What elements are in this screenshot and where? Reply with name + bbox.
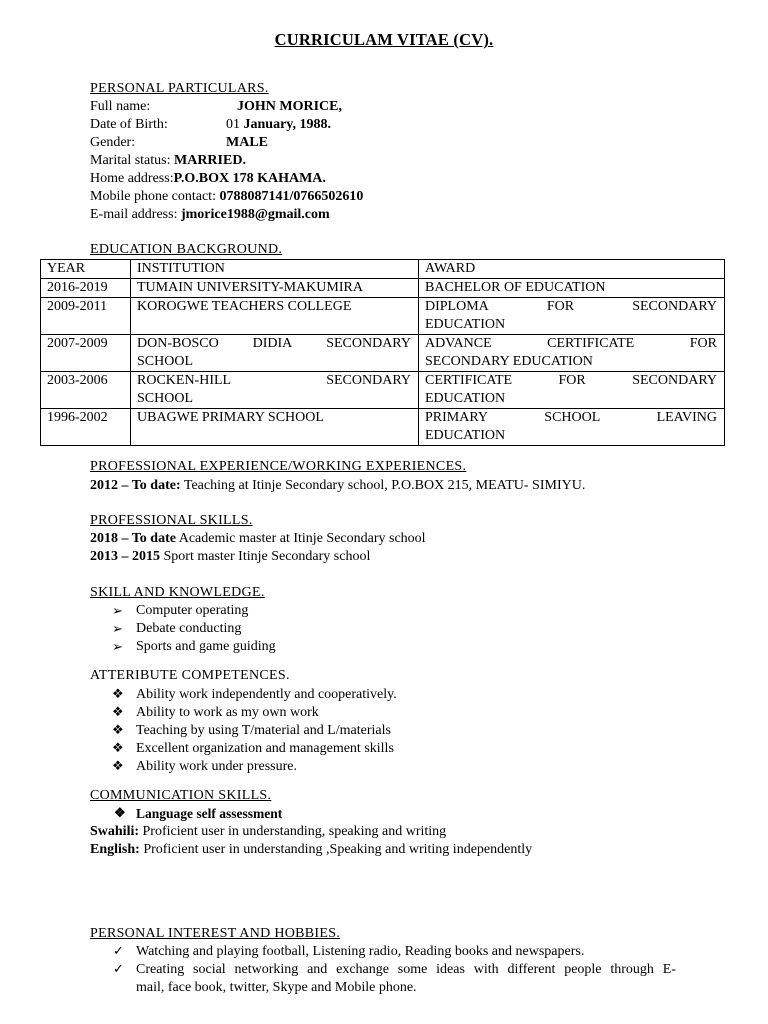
language-row	[90, 841, 532, 859]
language-name: Swahili:	[90, 824, 140, 839]
diamond-bullet-icon: ❖	[112, 722, 124, 737]
gender-label: Gender:	[90, 135, 136, 150]
cell-award	[419, 279, 725, 298]
word: E-	[662, 962, 676, 977]
dob-day: 01	[226, 117, 240, 132]
word: FOR	[558, 373, 586, 388]
language-text: Proficient user in understanding ,Speaking and writing independently	[143, 842, 533, 857]
marital-label: Marital status:	[90, 153, 171, 168]
cell-year: 2016-2019	[41, 279, 131, 298]
table-row	[41, 409, 725, 446]
header-institution: INSTITUTION	[131, 260, 419, 279]
diamond-bullet-icon: ❖	[114, 805, 126, 820]
cell-institution-line: KOROGWE TEACHERS COLLEGE	[137, 299, 352, 314]
diamond-bullet-icon: ❖	[112, 758, 124, 773]
prof-skill-row	[90, 548, 370, 566]
word: SCHOOL	[544, 410, 601, 425]
header-award: AWARD	[419, 260, 725, 279]
word: different	[507, 962, 556, 977]
diamond-bullet-icon: ❖	[112, 686, 124, 701]
word: ADVANCE	[425, 336, 492, 351]
cell-institution-line: SCHOOL	[137, 354, 194, 369]
communication-heading: COMMUNICATION SKILLS.	[90, 788, 272, 803]
cell-award-line	[425, 372, 717, 390]
marital-row	[90, 152, 246, 170]
cell-award-line: EDUCATION	[425, 391, 506, 406]
word: and	[307, 962, 328, 977]
cell-award-line: EDUCATION	[425, 317, 506, 332]
cell-institution	[131, 372, 419, 409]
word: FOR	[689, 336, 717, 351]
language-name: English:	[90, 842, 140, 857]
address-label: Home address:	[90, 171, 174, 186]
prof-skill-text: Academic master at Itinje Secondary school	[178, 531, 426, 546]
list-item: Debate conducting	[136, 621, 242, 636]
cell-institution-line	[137, 335, 411, 353]
address-row	[90, 170, 326, 188]
list-item: Excellent organization and management skills	[136, 741, 394, 756]
word: social	[193, 962, 226, 977]
address-value: P.O.BOX 178 KAHAMA.	[173, 171, 326, 186]
cell-year: 1996-2002	[41, 409, 131, 446]
cell-award-line: SECONDARY EDUCATION	[425, 354, 593, 369]
cell-institution-line: SCHOOL	[137, 391, 194, 406]
experience-row	[90, 477, 585, 495]
list-item: Ability to work as my own work	[136, 705, 319, 720]
word: LEAVING	[656, 410, 717, 425]
cell-institution-line: TUMAIN UNIVERSITY-MAKUMIRA	[137, 280, 363, 295]
personal-heading: PERSONAL PARTICULARS.	[90, 81, 269, 96]
table-row	[41, 298, 725, 335]
cell-institution-line	[137, 372, 411, 390]
email-row	[90, 206, 330, 224]
list-item: Ability work under pressure.	[136, 759, 297, 774]
list-item: Teaching by using T/material and L/materials	[136, 723, 391, 738]
cell-institution-line: UBAGWE PRIMARY SCHOOL	[137, 410, 324, 425]
word: DIPLOMA	[425, 299, 489, 314]
hobbies-heading: PERSONAL INTEREST AND HOBBIES.	[90, 926, 341, 941]
prof-skill-row	[90, 530, 426, 548]
word: DIDIA	[252, 336, 293, 351]
arrow-bullet-icon: ➢	[112, 603, 123, 618]
full-name-value: JOHN MORICE,	[237, 99, 342, 114]
word: networking	[234, 962, 299, 977]
cell-award-line	[425, 298, 717, 316]
gender-value: MALE	[226, 135, 268, 150]
full-name-label: Full name:	[90, 99, 151, 114]
checkmark-icon: ✓	[113, 961, 124, 976]
word: ideas	[436, 962, 465, 977]
word: exchange	[336, 962, 389, 977]
prof-skill-lead: 2018 – To date	[90, 531, 176, 546]
phone-row	[90, 188, 363, 206]
document-title: CURRICULAM VITAE (CV).	[274, 30, 494, 49]
word: ROCKEN-HILL	[137, 373, 232, 388]
list-item: Watching and playing football, Listening radio, Reading books and newspapers.	[136, 944, 585, 959]
language-text: Proficient user in understanding, speaking and writing	[142, 824, 447, 839]
prof-skills-heading: PROFESSIONAL SKILLS.	[90, 513, 253, 528]
word: people	[564, 962, 602, 977]
word: SECONDARY	[326, 336, 411, 351]
arrow-bullet-icon: ➢	[112, 639, 123, 654]
cell-award	[419, 372, 725, 409]
prof-skill-lead: 2013 – 2015	[90, 549, 160, 564]
phone-value: 0788087141/0766502610	[219, 189, 364, 204]
diamond-bullet-icon: ❖	[112, 704, 124, 719]
language-row	[90, 823, 446, 841]
experience-heading: PROFESSIONAL EXPERIENCE/WORKING EXPERIENCES.	[90, 459, 467, 474]
list-item-line: mail, face book, twitter, Skype and Mobile phone.	[136, 980, 417, 995]
word: through	[610, 962, 654, 977]
word: SECONDARY	[326, 373, 411, 388]
cell-award-line: BACHELOR OF EDUCATION	[425, 280, 606, 295]
word: FOR	[546, 299, 575, 314]
email-value: jmorice1988@gmail.com	[180, 207, 330, 222]
word: SECONDARY	[632, 373, 717, 388]
diamond-bullet-icon: ❖	[112, 740, 124, 755]
experience-lead: 2012 – To date:	[90, 478, 181, 493]
education-heading: EDUCATION BACKGROUND.	[90, 242, 283, 257]
experience-text: Teaching at Itinje Secondary school, P.O.BOX 215, MEATU- SIMIYU.	[183, 478, 586, 493]
skill-knowledge-heading: SKILL AND KNOWLEDGE.	[90, 585, 265, 600]
cell-year: 2003-2006	[41, 372, 131, 409]
word: with	[473, 962, 499, 977]
email-label: E-mail address:	[90, 207, 178, 222]
cell-award	[419, 298, 725, 335]
cell-award	[419, 409, 725, 446]
header-year: YEAR	[41, 260, 131, 279]
phone-label: Mobile phone contact:	[90, 189, 216, 204]
list-item-line	[136, 961, 676, 979]
word: SECONDARY	[632, 299, 717, 314]
prof-skill-text: Sport master Itinje Secondary school	[163, 549, 371, 564]
word: CERTIFICATE	[425, 373, 513, 388]
arrow-bullet-icon: ➢	[112, 621, 123, 636]
word: DON-BOSCO	[137, 336, 219, 351]
cell-award-line	[425, 409, 717, 427]
table-row	[41, 372, 725, 409]
cell-award-line: EDUCATION	[425, 428, 506, 443]
attributes-heading: ATTERIBUTE COMPETENCES.	[90, 668, 290, 683]
language-assessment-label: Language self assessment	[136, 806, 283, 821]
cell-institution	[131, 298, 419, 335]
cell-year: 2009-2011	[41, 298, 131, 335]
cell-institution	[131, 279, 419, 298]
list-item: Ability work independently and cooperatively.	[136, 687, 397, 702]
table-row	[41, 335, 725, 372]
word: some	[397, 962, 428, 977]
education-table	[40, 259, 725, 446]
word: Creating	[136, 962, 185, 977]
education-header-row	[41, 260, 725, 279]
checkmark-icon: ✓	[113, 943, 124, 958]
dob-rest: January, 1988.	[243, 117, 332, 132]
marital-value: MARRIED.	[174, 153, 246, 168]
dob-label: Date of Birth:	[90, 117, 168, 132]
word: PRIMARY	[425, 410, 489, 425]
cell-institution	[131, 409, 419, 446]
cell-institution	[131, 335, 419, 372]
table-row	[41, 279, 725, 298]
cell-award-line	[425, 335, 717, 353]
dob-value	[226, 116, 331, 134]
cell-year: 2007-2009	[41, 335, 131, 372]
list-item: Sports and game guiding	[136, 639, 276, 654]
cell-award	[419, 335, 725, 372]
word: CERTIFICATE	[547, 336, 635, 351]
list-item: Computer operating	[136, 603, 249, 618]
